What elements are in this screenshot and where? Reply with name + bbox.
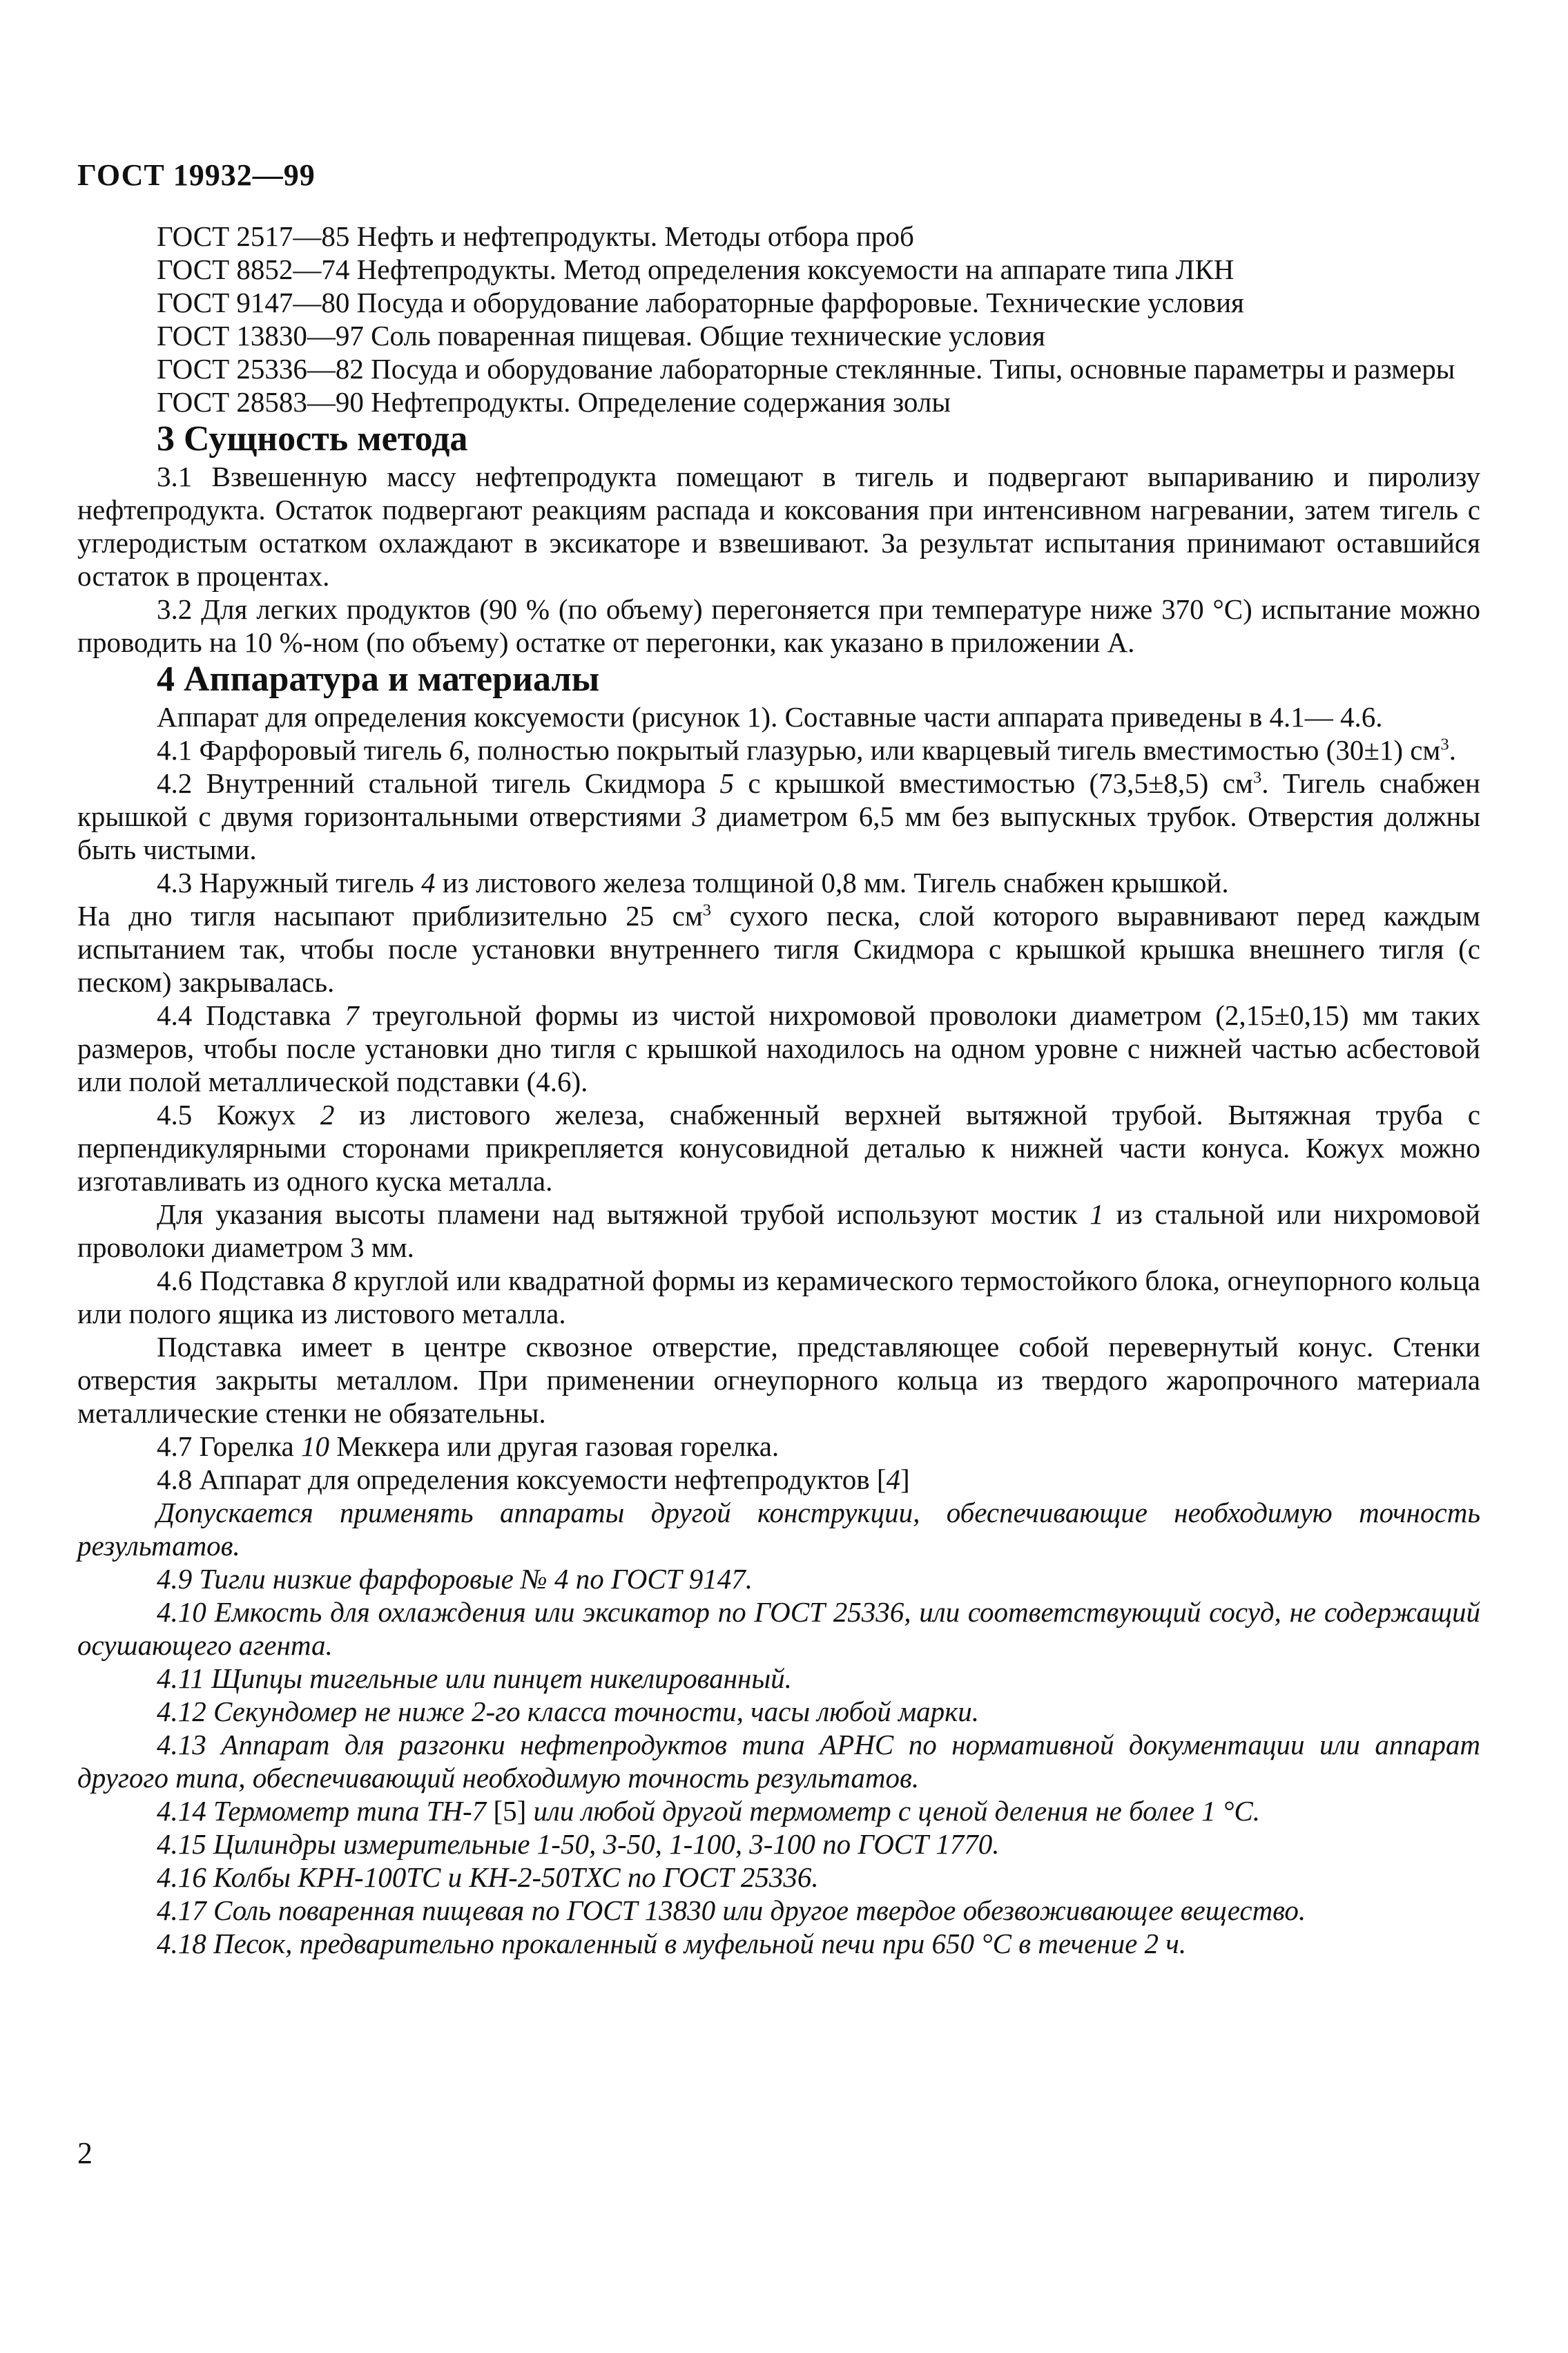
normative-reference: ГОСТ 28583—90 Нефтепродукты. Определение содержания золы xyxy=(157,386,951,418)
clause-4-3: 4.3 Наружный тигель 4 из листового железа толщиной 0,8 мм. Тигель снабжен крышкой. xyxy=(157,867,1229,899)
clause-4-14: 4.14 Термометр типа ТН-7 [5] или любой другой термометр с ценой деления не более 1 °С. xyxy=(157,1795,1260,1827)
normative-reference: ГОСТ 13830—97 Соль поваренная пищевая. Общие технические условия xyxy=(157,320,1045,352)
clause-4-2: 4.2 Внутренний стальной тигель Скидмора 5 с крышкой вместимостью (73,5±8,5) $см^3$. Тигель снабжен крышкой с двумя горизонтальными отверстиями 3 диаметром 6,5 мм без выпускных трубок. Отверстия должны быть чистыми. xyxy=(77,767,1480,865)
clause-4-15: 4.15 Цилиндры измерительные 1-50, 3-50, 1-100, 3-100 по ГОСТ 1770. xyxy=(157,1828,1000,1860)
normative-reference: ГОСТ 2517—85 Нефть и нефтепродукты. Методы отбора проб xyxy=(157,220,914,252)
document-body xyxy=(77,220,1480,1960)
clause-4-8: 4.8 Аппарат для определения коксуемости нефтепродуктов [4] xyxy=(157,1463,910,1495)
page-number: 2 xyxy=(77,2136,93,2170)
clause-4-7: 4.7 Горелка 10 Меккера или другая газовая горелка. xyxy=(157,1430,780,1462)
document-header: ГОСТ 19932—99 xyxy=(77,158,316,192)
clause-4-4: 4.4 Подставка 7 треугольной формы из чистой нихромовой проволоки диаметром (2,15±0,15) мм таких размеров, чтобы после установки дно тигля с крышкой находилось на одном уровне с нижней частью асбестовой или полой металлической подставки (4.6). xyxy=(77,999,1480,1097)
section-4-title: 4 Аппаратура и материалы xyxy=(157,660,600,699)
clause-4-5: 4.5 Кожух 2 из листового железа, снабженный верхней вытяжной трубой. Вытяжная труба с перпендикулярными сторонами прикрепляется конусовидной деталью к нижней части конуса. Кожух можно изготавливать из одного куска металла. xyxy=(77,1099,1480,1197)
normative-reference: ГОСТ 25336—82 Посуда и оборудование лабораторные стеклянные. Типы, основные параметры и размеры xyxy=(157,353,1455,385)
clause-4-5-continuation: Для указания высоты пламени над вытяжной трубой используют мостик 1 из стальной или нихромовой проволоки диаметром 3 мм. xyxy=(77,1198,1481,1263)
clause-4-8-note: Допускается применять аппараты другой конструкции, обеспечивающие необходимую точность результатов. xyxy=(77,1497,1480,1562)
clause-4-18: 4.18 Песок, предварительно прокаленный в муфельной печи при 650 °С в течение 2 ч. xyxy=(157,1928,1187,1959)
clause-4-6-continuation: Подставка имеет в центре сквозное отверстие, представляющее собой перевернутый конус. Стенки отверстия закрыты металлом. При применении огнеупорного кольца из твердого жаропрочного материала металлические стенки не обязательны. xyxy=(77,1331,1480,1429)
clause-4-12: 4.12 Секундомер не ниже 2-го класса точности, часы любой марки. xyxy=(157,1696,980,1727)
clause-4-17: 4.17 Соль поваренная пищевая по ГОСТ 13830 или другое твердое обезвоживающее вещество. xyxy=(157,1894,1306,1926)
clause-4-16: 4.16 Колбы КРН-100ТС и КН-2-50ТХС по ГОСТ 25336. xyxy=(157,1861,819,1893)
clause-4-10: 4.10 Емкость для охлаждения или эксикатор по ГОСТ 25336, или соответствующий сосуд, не содержащий осушающего агента. xyxy=(77,1596,1480,1661)
clause-4-3-continuation: На дно тигля насыпают приблизительно 25 $см^3$ сухого песка, слой которого выравнивают перед каждым испытанием так, чтобы после установки внутреннего тигля Скидмора с крышкой крышка внешнего тигля (с песком) закрывалась. xyxy=(77,900,1481,998)
normative-reference: ГОСТ 9147—80 Посуда и оборудование лабораторные фарфоровые. Технические условия xyxy=(157,287,1244,318)
clause-4-13: 4.13 Аппарат для разгонки нефтепродуктов типа АРНС по нормативной документации или аппарат другого типа, обеспечивающий необходимую точность результатов. xyxy=(77,1729,1480,1794)
section-3-title: 3 Сущность метода xyxy=(157,419,468,459)
clause-3-2: 3.2 Для легких продуктов (90 % (по объему) перегоняется при температуре ниже 370 °С) испытание можно проводить на 10 %-ном (по объему) остатке от перегонки, как указано в приложении А. xyxy=(77,593,1480,658)
clause-3-1: 3.1 Взвешенную массу нефтепродукта помещают в тигель и подвергают выпариванию и пиролизу нефтепродукта. Остаток подвергают реакциям распада и коксования при интенсивном нагревании, затем тигель с углеродистым остатком охлаждают в эксикаторе и взвешивают. За результат испытания принимают оставшийся остаток в процентах. xyxy=(77,461,1480,592)
section-4-intro: Аппарат для определения коксуемости (рисунок 1). Составные части аппарата приведены в 4.1— 4.6. xyxy=(157,701,1383,733)
clause-4-6: 4.6 Подставка 8 круглой или квадратной формы из керамического термостойкого блока, огнеупорного кольца или полого ящика из листового металла. xyxy=(77,1265,1480,1329)
normative-reference: ГОСТ 8852—74 Нефтепродукты. Метод определения коксуемости на аппарате типа ЛКН xyxy=(157,253,1235,285)
clause-4-11: 4.11 Щипцы тигельные или пинцет никелированный. xyxy=(157,1662,792,1694)
clause-4-1: 4.1 Фарфоровый тигель 6, полностью покрытый глазурью, или кварцевый тигель вместимостью (30±1) $см^3$. xyxy=(157,734,1456,766)
clause-4-9: 4.9 Тигли низкие фарфоровые № 4 по ГОСТ 9147. xyxy=(157,1563,753,1595)
